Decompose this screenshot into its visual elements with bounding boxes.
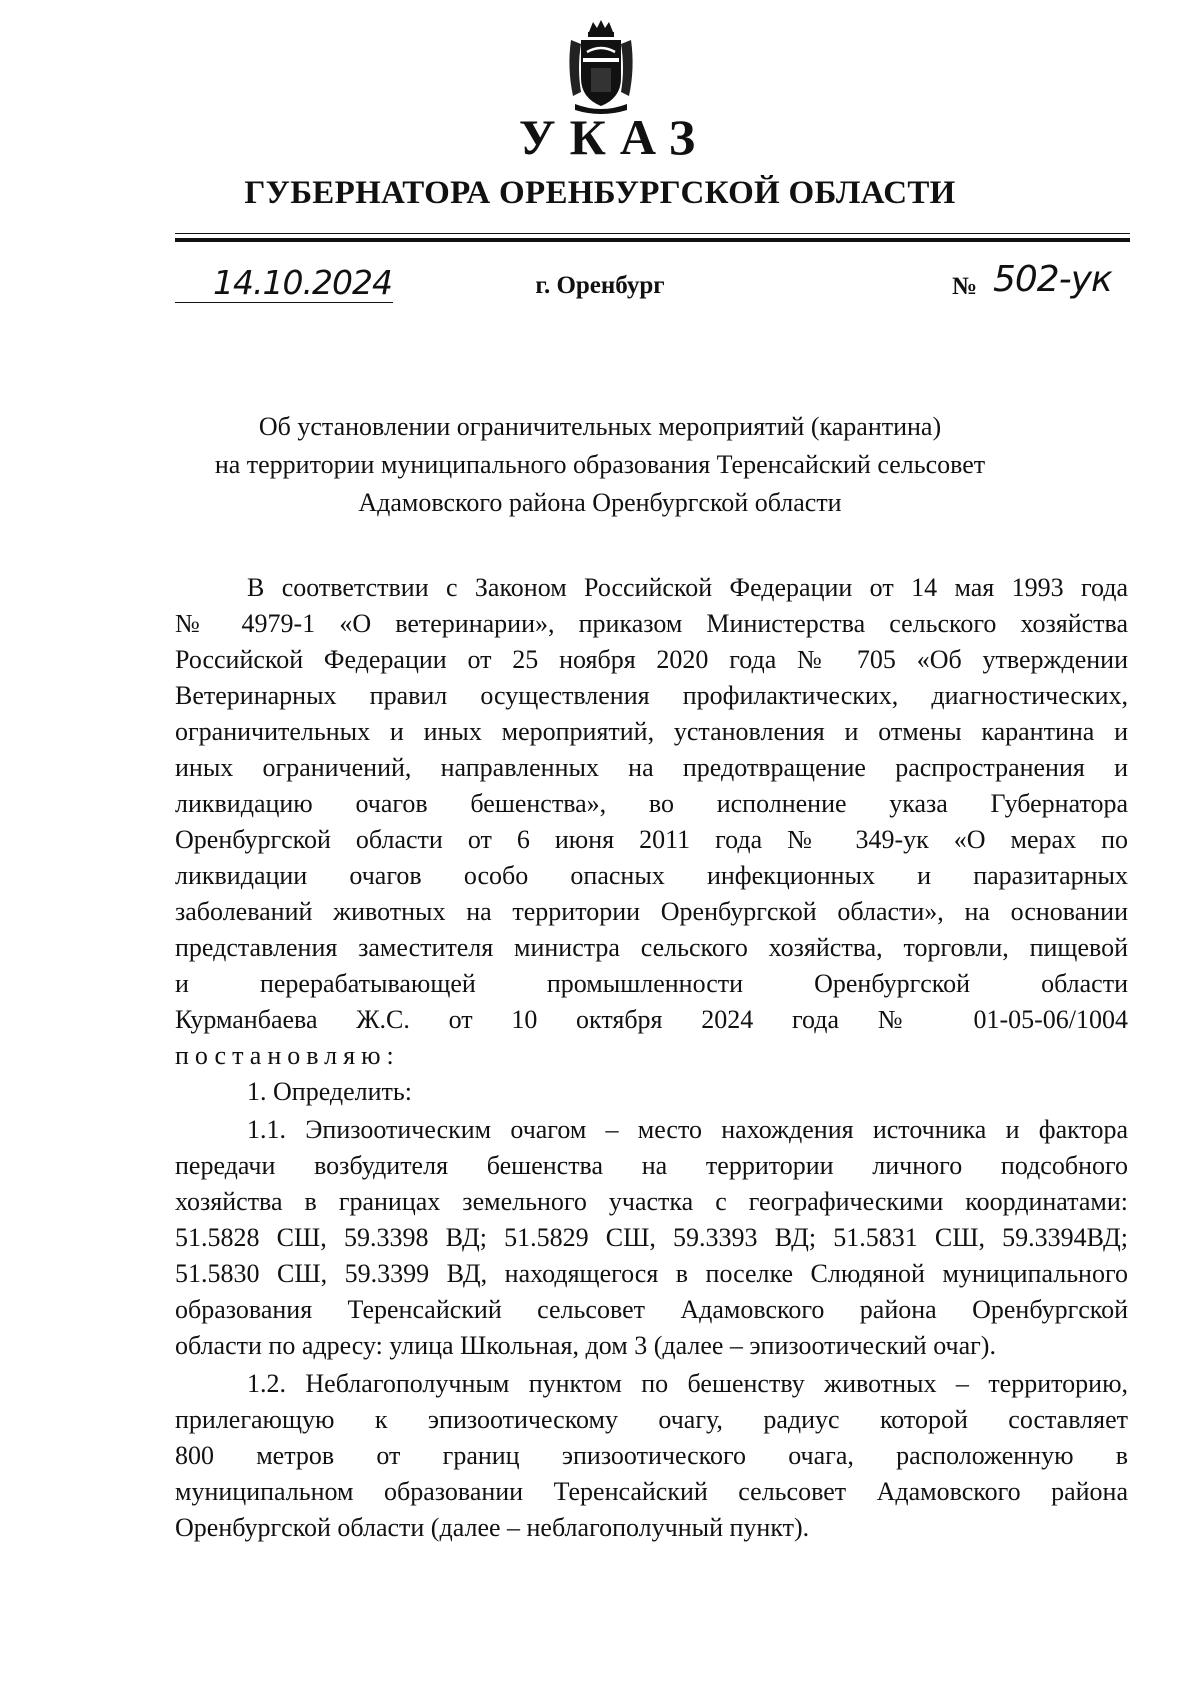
body-line: 51.5828 СШ, 59.3398 ВД; 51.5829 СШ, 59.3393 ВД; 51.5831 СШ, 59.3394ВД; (175, 1223, 1128, 1252)
body-line: передачи возбудителя бешенства на территории личного подсобного (175, 1151, 1128, 1180)
document-type-heading: УКАЗ (518, 109, 710, 165)
header-rule-thin (175, 233, 1130, 234)
body-line: Оренбургской области (далее – неблагополучный пункт). (175, 1513, 810, 1542)
decree-number: 502-ук (993, 259, 1112, 300)
header-rule-thick (175, 238, 1130, 242)
body-line: ликвидацию очагов бешенства», во исполнение указа Губернатора (175, 789, 1128, 818)
body-line: прилегающую к эпизоотическому очагу, радиус которой составляет (175, 1405, 1128, 1434)
body-line: образования Теренсайский сельсовет Адамовского района Оренбургской (175, 1295, 1128, 1324)
title-line: Об установлении ограничительных мероприятий (карантина) (258, 412, 942, 441)
body-line: Курманбаева Ж.С. от 10 октября 2024 года № 01-05-06/1004 (175, 1005, 1128, 1034)
title-line: на территории муниципального образования Теренсайский сельсовет (214, 450, 986, 479)
body-line: № 4979-1 «О ветеринарии», приказом Министерства сельского хозяйства (175, 609, 1128, 638)
body-line: иных ограничений, направленных на предотвращение распространения и (175, 753, 1128, 782)
body-line: 1.2. Неблагополучным пунктом по бешенству животных – территорию, (247, 1369, 1128, 1398)
body-line: Ветеринарных правил осуществления профилактических, диагностических, (175, 681, 1128, 710)
decree-body (175, 570, 1128, 1546)
item-1: 1. Определить: (247, 1077, 412, 1106)
body-line: В соответствии с Законом Российской Федерации от 14 мая 1993 года (247, 573, 1128, 602)
body-line: Оренбургской области от 6 июня 2011 года № 349-ук «О мерах по (175, 825, 1128, 854)
body-line: ликвидации очагов особо опасных инфекционных и паразитарных (175, 861, 1128, 890)
body-line: муниципальном образовании Теренсайский сельсовет Адамовского района (175, 1477, 1128, 1506)
body-line: 51.5830 СШ, 59.3399 ВД, находящегося в поселке Слюдяной муниципального (175, 1259, 1128, 1288)
body-line: Российской Федерации от 25 ноября 2020 года № 705 «Об утверждении (175, 645, 1128, 674)
body-line: представления заместителя министра сельского хозяйства, торговли, пищевой (175, 933, 1128, 962)
title-line: Адамовского района Оренбургской области (358, 488, 842, 517)
coat-of-arms-emblem (563, 18, 639, 118)
body-line: хозяйства в границах земельного участка с географическими координатами: (175, 1187, 1128, 1216)
decree-title (150, 408, 1050, 522)
body-line: области по адресу: улица Школьная, дом 3 (далее – эпизоотический очаг). (175, 1331, 996, 1360)
issuer-heading: ГУБЕРНАТОРА ОРЕНБУРГСКОЙ ОБЛАСТИ (244, 175, 956, 211)
body-line: 1.1. Эпизоотическим очагом – место нахождения источника и фактора (247, 1115, 1128, 1144)
date-underline (175, 302, 393, 303)
decree-word: постановляю: (175, 1041, 400, 1070)
issue-city: г. Оренбург (535, 272, 665, 299)
number-label: № (952, 273, 978, 300)
body-line: заболеваний животных на территории Оренбургской области», на основании (175, 897, 1128, 926)
decree-date: 14.10.2024 (213, 263, 392, 302)
body-line: и перерабатывающей промышленности Оренбургской области (175, 969, 1128, 998)
body-line: 800 метров от границ эпизоотического очага, расположенную в (175, 1441, 1128, 1470)
body-line: ограничительных и иных мероприятий, установления и отмены карантина и (175, 717, 1128, 746)
